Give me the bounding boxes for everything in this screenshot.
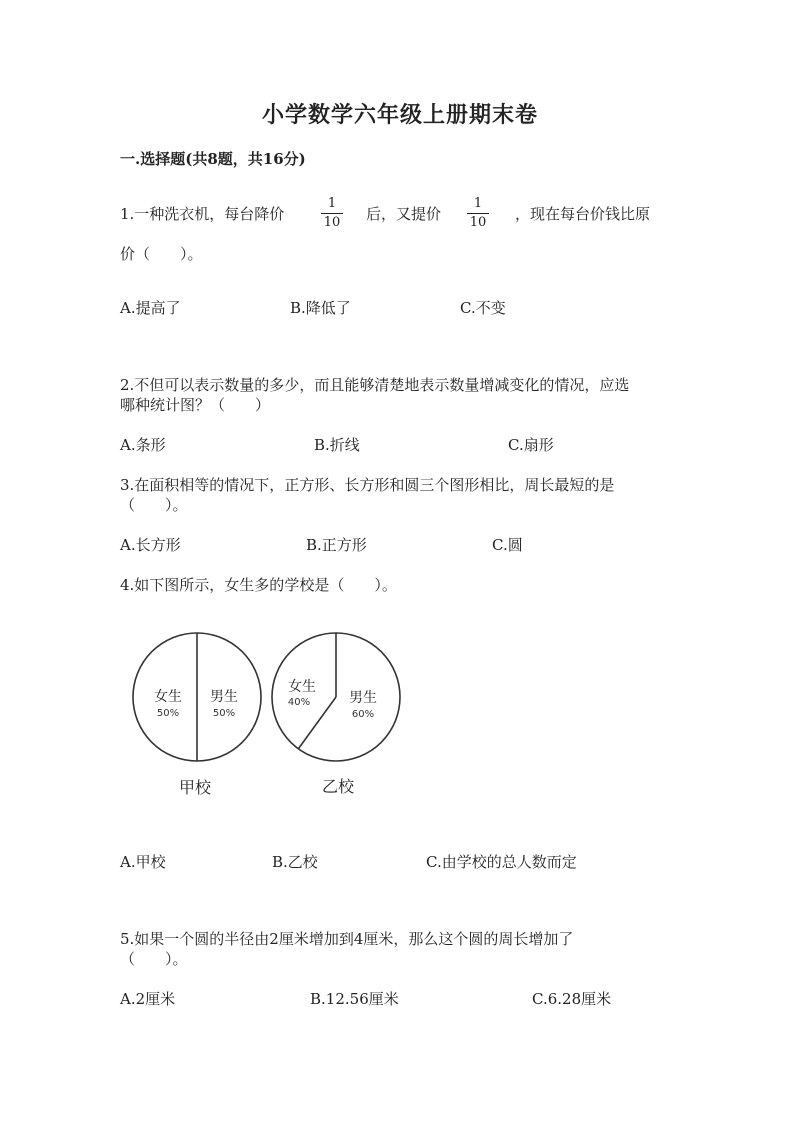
q5-option-b[interactable]: B.12.56厘米 <box>310 990 399 1008</box>
q3-option-b[interactable]: B.正方形 <box>306 536 367 554</box>
q1-fraction-2 <box>467 196 489 231</box>
q1-option-c[interactable]: C.不变 <box>460 299 506 317</box>
fraction-numerator: 1 <box>473 196 483 211</box>
school-a-boys-percent: 50% <box>212 708 236 719</box>
q2-text-line2: 哪种统计图？（ ） <box>120 396 271 414</box>
q1-text-line2: 价（ ）。 <box>120 245 203 263</box>
q3-option-c[interactable]: C.圆 <box>492 536 523 554</box>
section-heading: 一.选择题(共8题，共16分) <box>120 150 306 168</box>
school-a-girls-label: 女生 <box>154 689 182 705</box>
q3-option-a[interactable]: A.长方形 <box>120 536 181 554</box>
school-b-pie <box>272 633 400 796</box>
q4-option-a[interactable]: A.甲校 <box>120 853 166 871</box>
school-a-girls-percent: 50% <box>156 708 180 719</box>
q2-option-b[interactable]: B.折线 <box>314 436 360 454</box>
school-b-boys-percent: 60% <box>351 709 375 720</box>
fraction-numerator: 1 <box>327 196 337 211</box>
q1-option-a[interactable]: A.提高了 <box>120 299 181 317</box>
q4-option-b[interactable]: B.乙校 <box>272 853 318 871</box>
school-b-girls-percent: 40% <box>287 697 311 708</box>
q5-option-a[interactable]: A.2厘米 <box>120 990 176 1008</box>
fraction-denominator: 10 <box>469 215 487 230</box>
q5-text-line1: 5.如果一个圆的半径由2厘米增加到4厘米，那么这个圆的周长增加了 <box>120 930 574 948</box>
q2-option-c[interactable]: C.扇形 <box>508 436 554 454</box>
q4-text-line1: 4.如下图所示，女生多的学校是（ ）。 <box>120 576 397 594</box>
school-a-name: 甲校 <box>178 778 212 797</box>
page-title: 小学数学六年级上册期末卷 <box>261 102 538 128</box>
q4-option-c[interactable]: C.由学校的总人数而定 <box>426 853 577 871</box>
q1-fraction-1 <box>321 196 343 231</box>
school-b-boys-label: 男生 <box>349 690 377 706</box>
fraction-denominator: 10 <box>323 215 341 230</box>
q5-text-line2: （ ）。 <box>120 950 188 968</box>
school-a-pie <box>133 633 261 797</box>
school-b-girls-label: 女生 <box>288 679 316 695</box>
school-a-boys-label: 男生 <box>210 689 238 705</box>
school-b-name: 乙校 <box>321 777 355 796</box>
q2-text-line1: 2.不但可以表示数量的多少，而且能够清楚地表示数量增减变化的情况，应选 <box>120 376 630 394</box>
q1-option-b[interactable]: B.降低了 <box>290 299 351 317</box>
q2-option-a[interactable]: A.条形 <box>120 436 166 454</box>
q1-text-part1: 1.一种洗衣机，每台降价 <box>120 205 285 223</box>
q5-option-c[interactable]: C.6.28厘米 <box>532 990 612 1008</box>
q1-text-part2: 后，又提价 <box>366 205 442 223</box>
q1-text-part3: ，现在每台价钱比原 <box>515 205 651 223</box>
q3-text-line2: （ ）。 <box>120 496 188 514</box>
q4-pie-figure <box>120 625 420 805</box>
q3-text-line1: 3.在面积相等的情况下，正方形、长方形和圆三个图形相比，周长最短的是 <box>120 476 615 494</box>
